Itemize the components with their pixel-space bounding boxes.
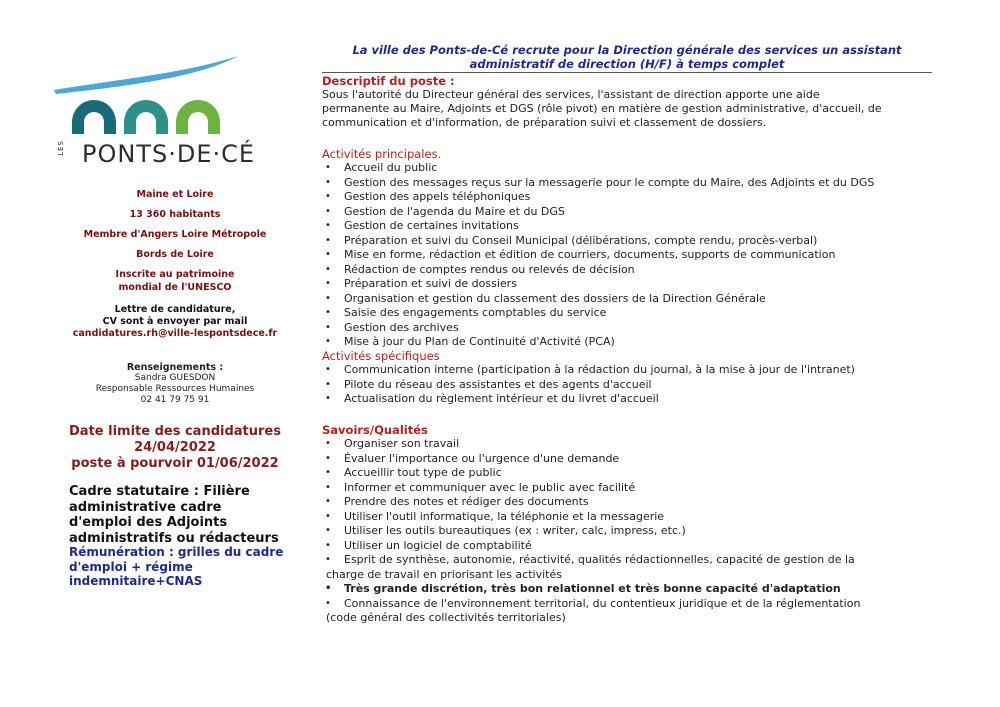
connaissance-line: (code général des collectivités territoriales) [326,611,566,624]
list-item: • Accueillir tout type de public [322,466,942,481]
city-info-line: 13 360 habitants [129,209,221,220]
city-info [40,188,310,301]
apply-line: Lettre de candidature, [114,304,236,315]
list-item: • Gestion des messages reçus sur la messagerie pour le compte du Maire, des Adjoints et du DGS [322,176,942,191]
list-item: • Utiliser l'outil informatique, la téléphonie et la messagerie [322,510,942,525]
list-item-connaissance [322,597,942,626]
activites-heading: Activités principales. [322,147,442,161]
remuneration-line: Rémunération : grilles du cadre [69,545,284,559]
deadline-date: 24/04/2022 [134,440,216,455]
job-title-line: administratif de direction (H/F) à temps complet [469,56,785,71]
list-item: • Gestion des appels téléphoniques [322,190,942,205]
logo-arch-1 [72,100,116,134]
list-item: • Utiliser un logiciel de comptabilité [322,539,942,554]
list-item: • Organisation et gestion du classement des dossiers de la Direction Générale [322,292,942,307]
remuneration-line: indemnitaire+CNAS [69,574,203,588]
list-item: • Saisie des engagements comptables du service [322,306,942,321]
descriptif-line: Sous l'autorité du Directeur général des services, l'assistant de direction apporte une aide [322,88,820,101]
logo-arch-2 [124,100,168,134]
contact-role: Responsable Ressources Humaines [95,384,255,394]
list-item: • Gestion de l'agenda du Maire et du DGS [322,205,942,220]
specifiques-list [322,363,942,407]
list-item: • Rédaction de comptes rendus ou relevés de décision [322,263,942,278]
list-item: • Évaluer l'importance ou l'urgence d'une demande [322,452,942,467]
statut-line: administratifs ou rédacteurs [69,530,279,546]
savoirs-section [322,423,942,626]
connaissance-line: Connaissance de l'environnement territorial, du contentieux juridique et de la réglementation [344,596,861,610]
list-item: • Préparation et suivi de dossiers [322,277,942,292]
job-title [322,44,932,71]
descriptif-line: permanente au Maire, Adjoints et DGS (rôle pivot) en matière de gestion administrative, d'accueil, de [322,102,882,115]
deadline-label: Date limite des candidatures [69,424,281,439]
statut-line: administrative cadre [69,499,222,515]
city-info-line: Membre d'Angers Loire Métropole [83,229,267,240]
list-item: • Utiliser les outils bureautiques (ex : writer, calc, impress, etc.) [322,524,942,539]
application-info [40,304,310,340]
statut-line: Cadre statutaire : Filière [69,484,250,499]
specifiques-heading: Activités spécifiques [322,349,440,363]
statut-block [69,484,299,546]
list-item: • Communication interne (participation à la rédaction du journal, à la mise à jour de l'intranet) [322,363,942,378]
apply-line: CV sont à envoyer par mail [102,316,248,327]
city-info-line: mondial de l'UNESCO [118,282,232,293]
logo-arch-3 [176,100,220,134]
list-item: • Prendre des notes et rédiger des documents [322,495,942,510]
logo-les-text: LES [57,140,65,156]
list-item: • Mise à jour du Plan de Continuité d'Activité (PCA) [322,335,942,350]
logo-swoosh [54,56,238,94]
savoirs-heading: Savoirs/Qualités [322,423,428,437]
list-item: • Préparation et suivi du Conseil Municipal (délibérations, compte rendu, procès-verbal) [322,234,942,249]
list-item: • Gestion des archives [322,321,942,336]
deadline-block [40,424,310,472]
list-item-synthese [322,553,942,582]
activites-list [322,161,942,350]
logo-wordmark: PONTS·DE·CÉ [82,140,256,168]
descriptif-text [322,88,942,130]
contact-heading: Renseignements : [126,362,224,373]
remuneration-block [69,545,299,589]
descriptif-heading: Descriptif du poste : [322,74,455,88]
list-item: • Mise en forme, rédaction et édition de courriers, documents, supports de communication [322,248,942,263]
contact-info [40,362,310,406]
list-item-discretion: • Très grande discrétion, très bon relationnel et très bonne capacité d'adaptation [322,582,942,597]
list-item: • Gestion de certaines invitations [322,219,942,234]
savoirs-list [322,437,942,626]
list-item: • Actualisation du règlement intérieur et du livret d'accueil [322,392,942,407]
title-divider [322,72,932,73]
synthese-line: Esprit de synthèse, autonomie, réactivité, qualités rédactionnelles, capacité de gestion de la [344,553,855,566]
list-item: • Pilote du réseau des assistantes et des agents d'accueil [322,378,942,393]
city-info-line: Bords de Loire [136,249,214,260]
list-item: • Organiser son travail [322,437,942,452]
start-date: poste à pourvoir 01/06/2022 [71,456,279,471]
statut-line: d'emploi des Adjoints [69,515,228,530]
synthese-line: charge de travail en priorisant les activités [326,567,562,581]
city-info-line: Inscrite au patrimoine [115,269,235,280]
remuneration-line: d'emploi + régime [69,559,193,574]
list-item: • Accueil du public [322,161,942,176]
job-title-line: La ville des Ponts-de-Cé recrute pour la Direction générale des services un assistant [352,43,902,57]
descriptif-line: communication et d'information, de préparation suivi et classement de dossiers. [322,116,767,129]
list-item: • Informer et communiquer avec le public avec facilité [322,481,942,496]
application-email[interactable]: candidatures.rh@ville-lespontsdece.fr [72,328,278,339]
contact-name: Sandra GUESDON [134,373,216,383]
descriptif-section [322,74,942,130]
contact-phone: 02 41 79 75 91 [140,395,210,405]
specifiques-section [322,349,942,407]
activites-section [322,147,942,350]
city-info-line: Maine et Loire [136,189,214,200]
